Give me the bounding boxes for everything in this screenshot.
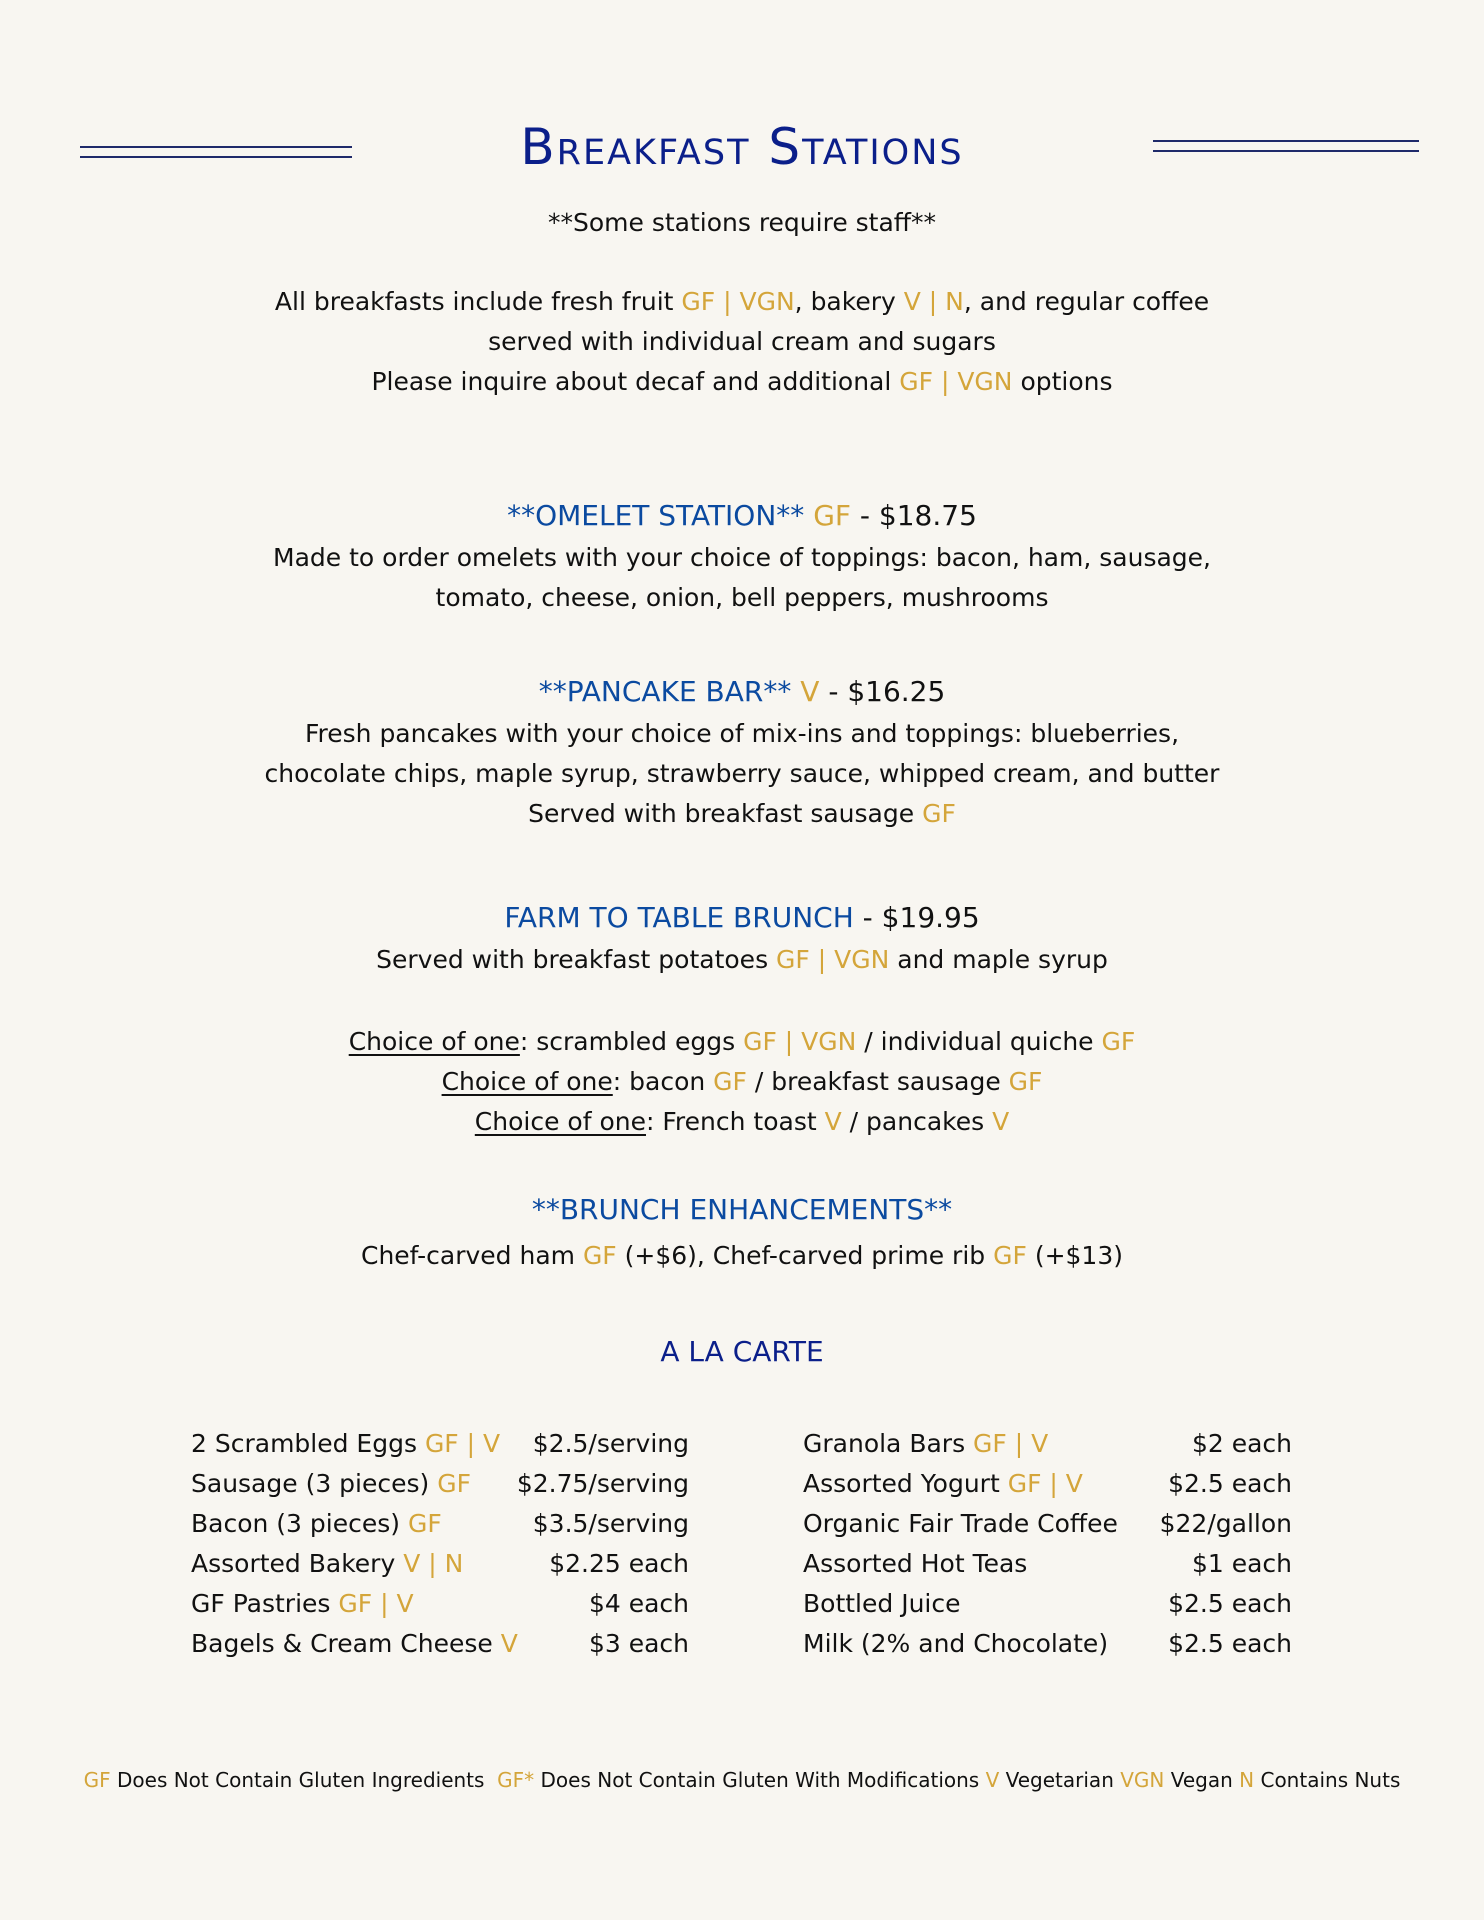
- pancake-desc-1: Fresh pancakes with your choice of mix-ins and toppings: blueberries,: [304, 719, 1180, 748]
- diet-tag: GF: [922, 799, 956, 828]
- legend-text: Contains Nuts: [1254, 1768, 1401, 1792]
- menu-item-name: Bacon (3 pieces): [191, 1509, 408, 1538]
- intro-text: All breakfasts include fresh fruit: [274, 287, 682, 316]
- menu-item-price: $2 each: [1191, 1429, 1292, 1458]
- diet-tag: V | N: [403, 1549, 464, 1578]
- menu-item-name: Bottled Juice: [803, 1589, 961, 1618]
- menu-item-name: Organic Fair Trade Coffee: [803, 1509, 1118, 1538]
- menu-item-label: [191, 1544, 463, 1584]
- menu-item-name: Assorted Yogurt: [803, 1469, 1008, 1498]
- legend-code: V: [985, 1768, 1000, 1792]
- diet-tag: GF | VGN: [776, 945, 890, 974]
- menu-item-row: [803, 1424, 1292, 1464]
- legend-code: GF: [83, 1768, 111, 1792]
- desc-text: Served with breakfast sausage: [528, 799, 923, 828]
- intro-line-1: [0, 282, 1484, 322]
- choice-text: / individual quiche: [856, 1027, 1102, 1056]
- menu-item-price: $22/gallon: [1159, 1509, 1292, 1538]
- choice-label: Choice of one: [474, 1107, 646, 1136]
- diet-tag: V | N: [903, 287, 964, 316]
- choice-text: / pancakes: [841, 1107, 993, 1136]
- pancake-bar: [0, 670, 1484, 834]
- menu-item-name: 2 Scrambled Eggs: [191, 1429, 425, 1458]
- choice-text: : scrambled eggs: [519, 1027, 744, 1056]
- choice-text: : bacon: [612, 1067, 714, 1096]
- diet-tag: GF | VGN: [899, 367, 1013, 396]
- station-name: **PANCAKE BAR**: [538, 675, 792, 708]
- station-price: - $16.25: [819, 675, 946, 708]
- enhancements-heading: **BRUNCH ENHANCEMENTS**: [531, 1193, 953, 1226]
- desc-text: and maple syrup: [889, 945, 1108, 974]
- pancake-heading: [0, 670, 1484, 714]
- menu-item-label: [191, 1624, 518, 1664]
- menu-item-label: [803, 1504, 1118, 1544]
- farm-desc: [0, 940, 1484, 980]
- legend-text: Vegetarian: [999, 1768, 1121, 1792]
- menu-item-row: [803, 1464, 1292, 1504]
- desc-text: Served with breakfast potatoes: [376, 945, 777, 974]
- diet-tag: GF | V: [338, 1589, 414, 1618]
- a-la-carte-right-column: [803, 1424, 1292, 1664]
- choice-label: Choice of one: [348, 1027, 520, 1056]
- choice-line-3: [0, 1102, 1484, 1142]
- omelet-heading: [0, 494, 1484, 538]
- farm-choices: [0, 1022, 1484, 1142]
- staff-note: **Some stations require staff**: [547, 208, 937, 237]
- legend-text: Does Not Contain Gluten With Modifications: [534, 1768, 986, 1792]
- intro-text: , and regular coffee: [963, 287, 1210, 316]
- legend-text: Vegan: [1164, 1768, 1240, 1792]
- farm-heading: [0, 896, 1484, 940]
- diet-tag: GF: [437, 1469, 471, 1498]
- station-name: **OMELET STATION**: [507, 499, 805, 532]
- station-price: - $19.95: [853, 901, 980, 934]
- station-price: - $18.75: [851, 499, 977, 532]
- intro-text: options: [1012, 367, 1113, 396]
- menu-item-row: [191, 1504, 689, 1544]
- menu-item-row: [803, 1504, 1292, 1544]
- farm-to-table-brunch: [0, 896, 1484, 980]
- diet-tag: GF | VGN: [681, 287, 795, 316]
- menu-item-price: $4 each: [588, 1589, 689, 1618]
- menu-item-label: [191, 1504, 442, 1544]
- diet-tag: V: [992, 1107, 1010, 1136]
- menu-item-label: [191, 1424, 500, 1464]
- menu-item-price: $2.5 each: [1168, 1589, 1292, 1618]
- menu-item-row: [191, 1584, 689, 1624]
- menu-item-name: Assorted Bakery: [191, 1549, 404, 1578]
- menu-item-label: [191, 1584, 414, 1624]
- menu-item-name: Sausage (3 pieces): [191, 1469, 438, 1498]
- diet-tag: GF: [1101, 1027, 1136, 1056]
- menu-item-price: $2.25 each: [549, 1549, 689, 1578]
- menu-item-price: $2.5/serving: [532, 1429, 689, 1458]
- diet-tag: GF: [407, 1509, 442, 1538]
- menu-item-price: $2.5 each: [1168, 1629, 1292, 1658]
- menu-item-label: [191, 1464, 471, 1504]
- intro-line-3: [0, 362, 1484, 402]
- legend-code: N: [1239, 1768, 1255, 1792]
- legend-code: GF*: [497, 1768, 535, 1792]
- menu-item-price: $2.5 each: [1168, 1469, 1292, 1498]
- diet-tag: GF: [713, 1067, 747, 1096]
- menu-item-row: [191, 1464, 689, 1504]
- pancake-desc-3: [0, 794, 1484, 834]
- choice-line-1: [0, 1022, 1484, 1062]
- omelet-desc-1: Made to order omelets with your choice of toppings: bacon, ham, sausage,: [273, 543, 1211, 572]
- diet-tag: GF | V: [424, 1429, 501, 1458]
- diet-tag: GF: [813, 499, 852, 532]
- intro-text: Please inquire about decaf and additional: [371, 367, 900, 396]
- menu-item-row: [803, 1584, 1292, 1624]
- intro-line-2: served with individual cream and sugars: [488, 327, 996, 356]
- menu-item-name: Granola Bars: [803, 1429, 974, 1458]
- desc-text: Chef-carved ham: [361, 1241, 583, 1270]
- choice-text: : French toast: [645, 1107, 825, 1136]
- menu-item-price: $2.75/serving: [516, 1469, 689, 1498]
- diet-tag: V: [800, 675, 820, 708]
- menu-item-label: [803, 1424, 1048, 1464]
- menu-item-label: [803, 1624, 1108, 1664]
- diet-tag: V: [500, 1629, 518, 1658]
- omelet-desc-2: tomato, cheese, onion, bell peppers, mushrooms: [435, 583, 1049, 612]
- pancake-desc-2: chocolate chips, maple syrup, strawberry sauce, whipped cream, and butter: [264, 759, 1220, 788]
- desc-text: (+$6), Chef-carved prime rib: [616, 1241, 994, 1270]
- title-rule-right: [1153, 140, 1419, 152]
- diet-tag: GF | VGN: [743, 1027, 857, 1056]
- menu-item-name: Bagels & Cream Cheese: [191, 1629, 501, 1658]
- menu-item-name: Milk (2% and Chocolate): [803, 1629, 1109, 1658]
- menu-item-row: [803, 1624, 1292, 1664]
- intro-text: , bakery: [794, 287, 904, 316]
- menu-item-row: [191, 1544, 689, 1584]
- menu-item-row: [191, 1624, 689, 1664]
- a-la-carte-left-column: [191, 1424, 689, 1664]
- dietary-legend: [0, 1768, 1484, 1792]
- diet-tag: V: [824, 1107, 842, 1136]
- diet-tag: GF: [993, 1241, 1027, 1270]
- menu-item-row: [191, 1424, 689, 1464]
- intro: [0, 282, 1484, 402]
- legend-code: VGN: [1120, 1768, 1165, 1792]
- diet-tag: GF: [1008, 1067, 1043, 1096]
- diet-tag: GF | V: [973, 1429, 1049, 1458]
- brunch-enhancements: [0, 1188, 1484, 1276]
- choice-text: / breakfast sausage: [746, 1067, 1009, 1096]
- desc-text: (+$13): [1026, 1241, 1123, 1270]
- diet-tag: GF | V: [1007, 1469, 1083, 1498]
- diet-tag: GF: [582, 1241, 617, 1270]
- menu-item-name: Assorted Hot Teas: [803, 1549, 1028, 1578]
- menu-item-name: GF Pastries: [191, 1589, 339, 1618]
- menu-item-label: [803, 1464, 1083, 1504]
- title-row: [0, 118, 1484, 188]
- station-name: FARM TO TABLE BRUNCH: [504, 901, 854, 934]
- menu-item-label: [803, 1544, 1027, 1584]
- menu-item-price: $1 each: [1191, 1549, 1292, 1578]
- menu-item-price: $3 each: [588, 1629, 689, 1658]
- omelet-station: [0, 494, 1484, 618]
- page-title: Breakfast Stations: [520, 118, 964, 176]
- menu-item-price: $3.5/serving: [532, 1509, 689, 1538]
- menu-item-label: [803, 1584, 960, 1624]
- choice-line-2: [0, 1062, 1484, 1102]
- choice-label: Choice of one: [441, 1067, 613, 1096]
- menu-item-row: [803, 1544, 1292, 1584]
- a-la-carte-heading: A LA CARTE: [660, 1335, 824, 1368]
- legend-text: Does Not Contain Gluten Ingredients: [110, 1768, 498, 1792]
- enhancements-desc: [0, 1236, 1484, 1276]
